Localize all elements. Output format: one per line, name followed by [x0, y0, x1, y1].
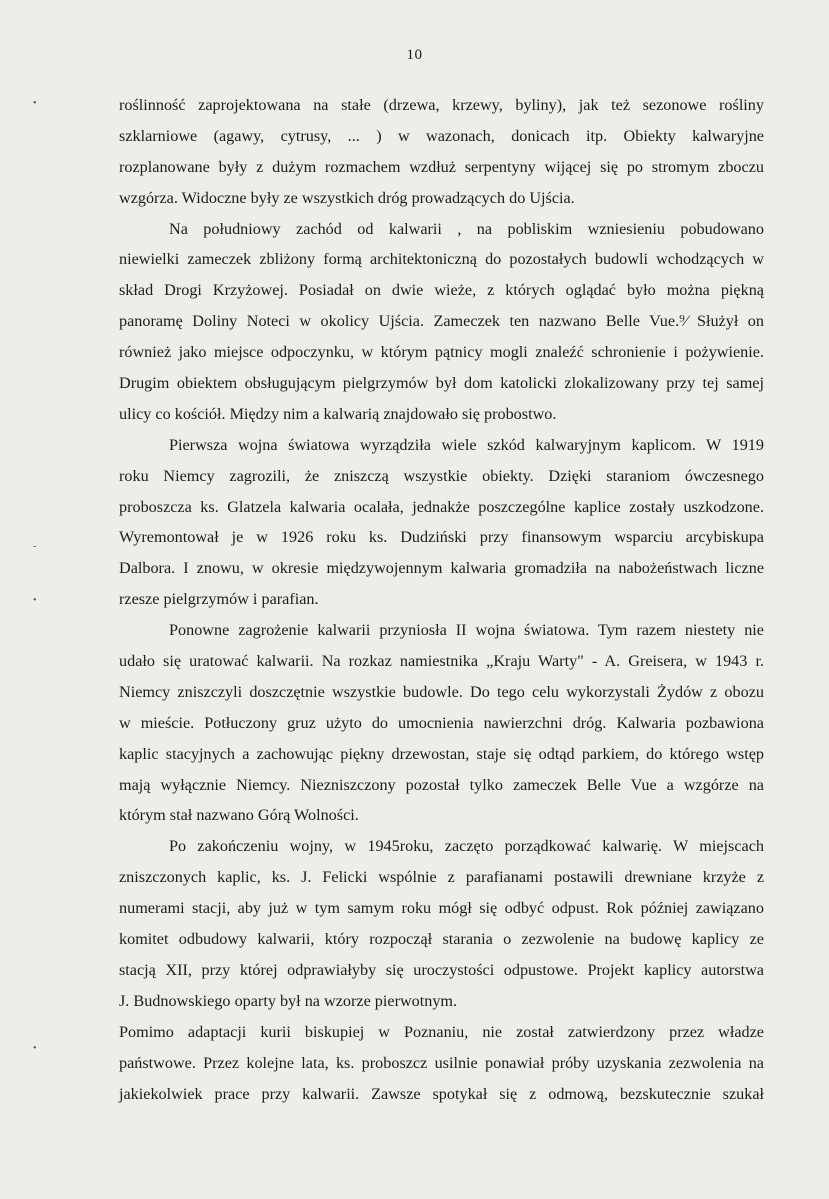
text-line: Ponowne zagrożenie kalwarii przyniosła II wojna światowa. Tym razem niestety nie — [169, 621, 764, 640]
text-line: panoramę Doliny Noteci w okolicy Ujścia. Zameczek ten nazwano Belle Vue.⁹⁄ Służył on — [119, 312, 764, 331]
text-line: Pierwsza wojna światowa wyrządziła wiele szkód kalwaryjnym kaplicom. W 1919 — [169, 435, 764, 454]
text-line: stacją XII, przy której odprawiałyby się uroczystości odpustowe. Projekt kaplicy autorstwa — [119, 960, 764, 979]
text-line: którym stał nazwano Górą Wolności. — [119, 806, 359, 825]
text-line: w mieście. Potłuczony gruz użyto do umocnienia nawierzchni dróg. Kalwaria pozbawiona — [119, 713, 764, 732]
text-line: Niemcy zniszczyli doszczętnie wszystkie budowle. Do tego celu wykorzystali Żydów z obozu — [119, 682, 764, 701]
text-line: Wyremontował je w 1926 roku ks. Dudziński przy finansowym wsparciu arcybiskupa — [119, 528, 764, 547]
text-line: numerami stacji, aby już w tym samym roku mógł się odbyć odpust. Rok później zawiązano — [119, 899, 764, 918]
text-line: udało się uratować kalwarii. Na rozkaz namiestnika „Kraju Warty" - A. Greisera, w 1943 r. — [119, 652, 764, 671]
text-line: rzesze pielgrzymów i parafian. — [119, 590, 319, 609]
text-line: roślinność zaprojektowana na stałe (drzewa, krzewy, byliny), jak też sezonowe rośliny — [119, 96, 764, 114]
text-line: Drugim obiektem obsługującym pielgrzymów był dom katolicki zlokalizowany przy tej samej — [119, 374, 764, 393]
page-number: 10 — [406, 47, 423, 63]
margin-mark: • — [33, 98, 37, 109]
text-line: wzgórza. Widoczne były ze wszystkich dróg prowadzących do Ujścia. — [119, 188, 575, 207]
text-line: rozplanowane były z dużym rozmachem wzdłuż serpentyny wijącej się po stromym zboczu — [119, 157, 764, 176]
margin-mark: • — [33, 1043, 37, 1054]
text-line: ulicy co kościół. Między nim a kalwarią znajdowało się probostwo. — [119, 404, 557, 423]
margin-mark: • — [33, 595, 37, 606]
text-line: proboszcza ks. Glatzela kalwaria ocalała, jednakże poszczególne kaplice zostały uszkodzone. — [119, 497, 764, 516]
text-line: zniszczonych kaplic, ks. J. Felicki wspólnie z parafianami postawili drewniane krzyże z — [119, 868, 764, 887]
text-line: Na południowy zachód od kalwarii , na pobliskim wzniesieniu pobudowano — [169, 219, 764, 238]
text-line: niewielki zameczek zbliżony formą architektoniczną do pozostałych budowli wchodzących w — [119, 250, 764, 269]
text-line: również jako miejsce odpoczynku, w którym pątnicy mogli znaleźć schronienie i pożywienie. — [119, 343, 764, 362]
text-line: Pomimo adaptacji kurii biskupiej w Poznaniu, nie został zatwierdzony przez władze — [119, 1022, 764, 1041]
text-line: skład Drogi Krzyżowej. Posiadał on dwie wieże, z których oglądać było można piękną — [119, 281, 764, 300]
text-line: jakiekolwiek prace przy kalwarii. Zawsze spotykał się z odmową, bezskutecznie szukał — [119, 1084, 764, 1103]
text-line: państwowe. Przez kolejne lata, ks. proboszcz usilnie ponawiał próby uzyskania zezwolenia na — [119, 1053, 764, 1072]
text-line: komitet odbudowy kalwarii, który rozpoczął starania o zezwolenie na budowę kaplicy ze — [119, 930, 764, 949]
text-line: Dalbora. I znowu, w okresie międzywojennym kalwaria gromadziła na nabożeństwach liczne — [119, 559, 764, 578]
text-line: kaplic stacyjnych a zachowując piękny drzewostan, staje się odtąd parkiem, do którego wstęp — [119, 744, 764, 763]
text-line: Po zakończeniu wojny, w 1945roku, zaczęto porządkować kalwarię. W miejscach — [169, 837, 764, 856]
body-text — [119, 90, 764, 1109]
margin-mark: - — [33, 541, 37, 552]
text-line: mają wyłącznie Niemcy. Niezniszczony pozostał tylko zameczek Belle Vue a wzgórze na — [119, 775, 764, 794]
text-line: roku Niemcy zagrozili, że zniszczą wszystkie obiekty. Dzięki staraniom ówczesnego — [119, 466, 764, 485]
text-line: J. Budnowskiego oparty był na wzorze pierwotnym. — [119, 991, 458, 1010]
text-line: szklarniowe (agawy, cytrusy, ... ) w wazonach, donicach itp. Obiekty kalwaryjne — [119, 126, 764, 145]
